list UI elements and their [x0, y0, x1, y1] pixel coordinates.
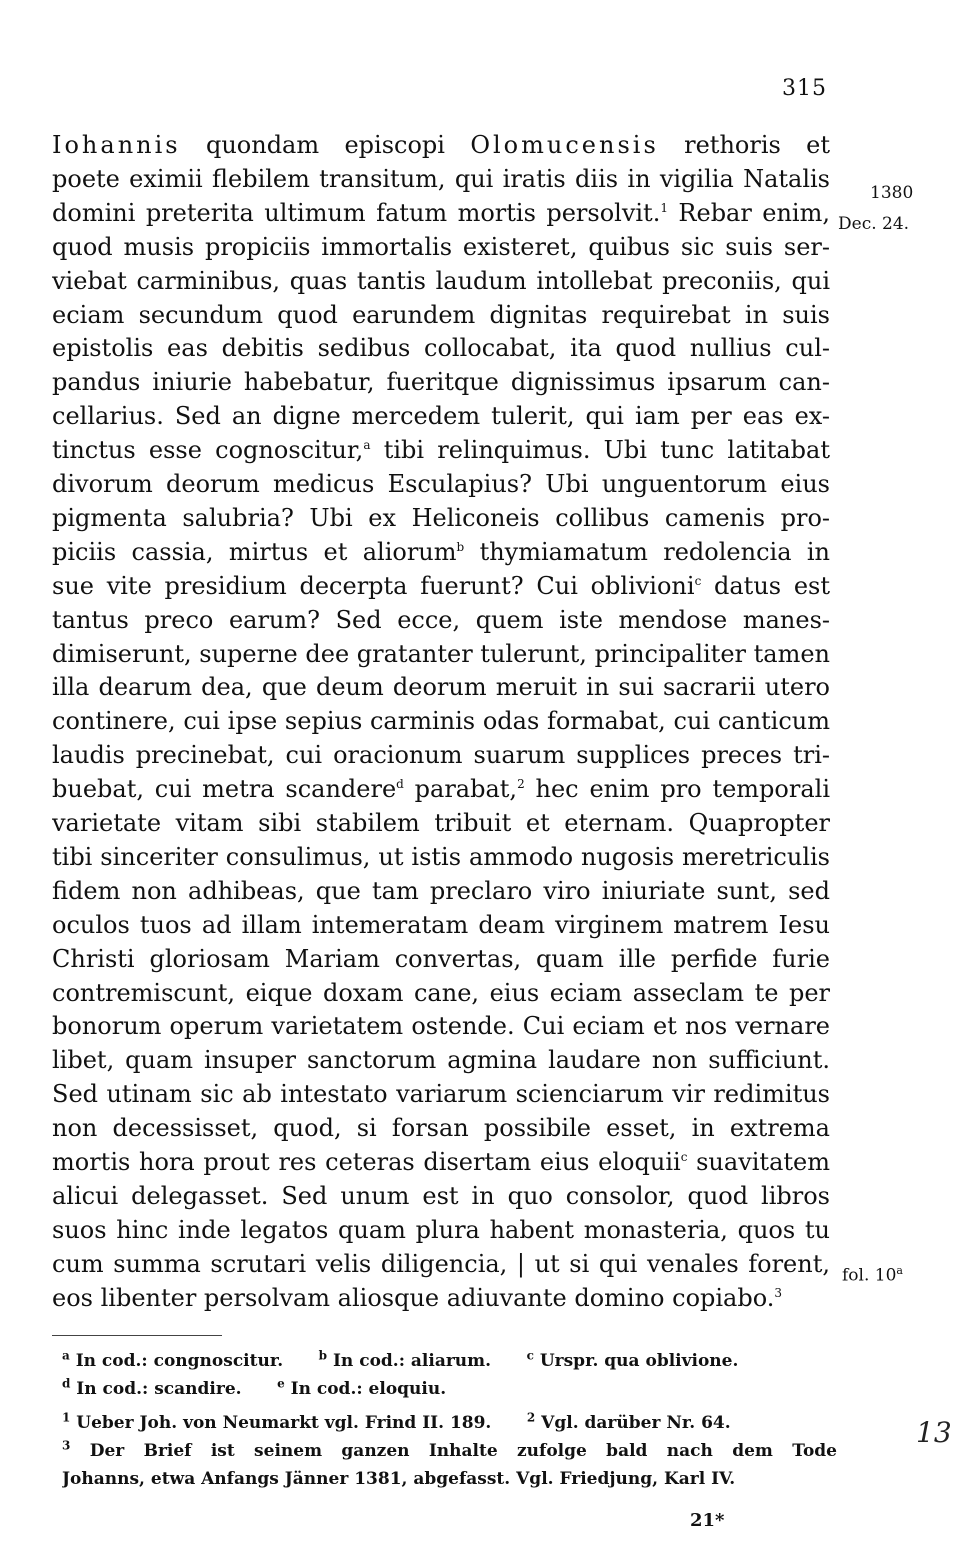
- margin-date: Dec. 24.: [838, 214, 910, 234]
- body-line-segment: eos libenter persolvam aliosque adiuvante domino copiabo.: [52, 1283, 775, 1312]
- body-line-segment: pandus iniurie habebatur, fueritque dignissimus ipsarum can-: [52, 368, 830, 397]
- body-line: [52, 571, 830, 601]
- body-line: [52, 1079, 830, 1109]
- body-line: [52, 401, 830, 431]
- footnote-segment: b: [318, 1350, 328, 1363]
- body-line-segment: d: [396, 777, 404, 792]
- body-line: [52, 672, 830, 702]
- body-line-segment: contremiscunt, eique doxam cane, eius eciam asseclam te per: [52, 978, 830, 1007]
- body-line-segment: domini preterita ultimum fatum mortis persolvit.: [52, 198, 661, 227]
- body-line-segment: poete eximii flebilem transitum, qui iratis diis in vigilia Natalis: [52, 164, 830, 193]
- body-line-segment: continere, cui ipse sepius carminis odas formabat, cui canticum: [52, 707, 830, 736]
- body-line: [52, 367, 830, 397]
- body-line: [52, 1249, 830, 1279]
- body-line-segment: Iohannis: [52, 131, 181, 159]
- footnote-segment: d: [62, 1378, 71, 1391]
- body-line-segment: c: [694, 573, 702, 588]
- footnote-divider: [52, 1335, 222, 1336]
- body-line-segment: Christi gloriosam Mariam convertas, quam ille perfide furie: [52, 944, 830, 973]
- margin-folio-sup: a: [896, 1264, 903, 1277]
- body-line-segment: sue vite presidium decerpta fuerunt? Cui oblivioni: [52, 571, 695, 600]
- body-line-segment: c: [680, 1150, 688, 1164]
- body-line-segment: epistolis eas debitis sedibus collocabat, ita quod nullius cul-: [52, 334, 830, 363]
- footnote-segment: Urspr. qua oblivione.: [533, 1351, 739, 1371]
- body-line: [52, 537, 830, 567]
- body-line-segment: a: [363, 438, 371, 453]
- body-line-segment: libet, quam insuper sanctorum agmina laudare non sufficiunt.: [52, 1046, 830, 1075]
- body-line: [52, 639, 830, 669]
- body-line: [52, 876, 830, 906]
- body-line: [52, 808, 830, 838]
- body-line-segment: laudis precinebat, cui oracionum suarum supplices preces tri-: [52, 741, 830, 770]
- body-line: [52, 232, 830, 262]
- body-line-segment: oculos tuos ad illam intemeratam deam virginem matrem Iesu: [52, 910, 830, 939]
- body-line-segment: hec enim pro temporali: [524, 775, 830, 804]
- footnote-line: [62, 1378, 837, 1401]
- body-line: [52, 605, 830, 635]
- body-line-segment: buebat, cui metra scandere: [52, 775, 397, 804]
- body-line-segment: pigmenta salubria? Ubi ex Heliconeis collibus camenis pro-: [52, 503, 830, 532]
- body-line-segment: bonorum operum varietatem ostende. Cui eciam et nos vernare: [52, 1012, 830, 1041]
- body-line-segment: datus est: [701, 571, 830, 600]
- body-line-segment: fidem non adhibeas, que tam preclaro viro iniuriate sunt, sed: [52, 876, 830, 905]
- body-line-segment: tibi sinceriter consulimus, ut istis ammodo nugosis meretriculis: [52, 842, 830, 871]
- body-line: [52, 1045, 830, 1075]
- footnote-segment: Johanns, etwa Anfangs Jänner 1381, abgefasst. Vgl. Friedjung, Karl IV.: [62, 1469, 736, 1489]
- body-line: [52, 1011, 830, 1041]
- body-line: [52, 266, 830, 296]
- body-line: [52, 333, 830, 363]
- footnote-segment: 2: [526, 1412, 536, 1425]
- body-line: [52, 164, 830, 194]
- body-line-segment: Sed utinam sic ab intestato variarum scienciarum vir redimitus: [52, 1080, 830, 1109]
- body-line-segment: Rebar enim,: [667, 198, 830, 227]
- margin-folio: [842, 1264, 903, 1286]
- body-line-segment: alicui delegasset. Sed unum est in quo consolor, quod libros: [52, 1181, 830, 1210]
- body-line: [52, 1113, 830, 1143]
- body-line-segment: divorum deorum medicus Esculapius? Ubi unguentorum eius: [52, 470, 830, 498]
- signature-mark: 21*: [690, 1510, 725, 1531]
- body-line-segment: illa dearum dea, que deum deorum meruit in sui sacrarii utero: [52, 673, 830, 702]
- body-line-segment: suos hinc inde legatos quam plura habent monasteria, quos tu: [52, 1215, 830, 1244]
- footnote-segment: e: [277, 1378, 285, 1391]
- footnote-segment: In cod.: eloquiu.: [284, 1379, 447, 1399]
- footnote-segment: In cod.: congnoscitur.: [69, 1351, 319, 1371]
- body-line: [52, 774, 830, 804]
- body-line-segment: suavitatem: [687, 1148, 830, 1176]
- body-line-segment: tinctus esse cognoscitur,: [52, 436, 364, 465]
- body-line-segment: non decessisset, quod, si forsan possibile esset, in extrema: [52, 1114, 830, 1143]
- body-line: [52, 1147, 830, 1177]
- footnote-line: [62, 1440, 837, 1463]
- footnote-segment: a: [62, 1350, 70, 1363]
- body-line: [52, 944, 830, 974]
- body-line: [52, 910, 830, 940]
- page-number: 315: [782, 76, 827, 101]
- body-line: [52, 435, 830, 465]
- body-line-segment: piciis cassia, mirtus et aliorum: [52, 537, 457, 566]
- body-line: [52, 130, 830, 160]
- body-line: [52, 978, 830, 1008]
- body-line: [52, 740, 830, 770]
- body-line-segment: 3: [774, 1285, 783, 1300]
- body-line: [52, 503, 830, 533]
- body-line: [52, 198, 830, 228]
- body-line-segment: quondam episcopi: [180, 131, 471, 159]
- footnote-line: [62, 1350, 837, 1373]
- margin-year: 1380: [870, 183, 914, 203]
- footnote-segment: In cod.: aliarum.: [327, 1351, 527, 1371]
- footnote-segment: Vgl. darüber Nr. 64.: [535, 1413, 731, 1433]
- body-line-segment: eciam secundum quod earundem dignitas requirebat in suis: [52, 300, 830, 329]
- margin-folio-label: fol. 10: [842, 1265, 897, 1286]
- body-line-segment: varietate vitam sibi stabilem tribuit et eternam. Quapropter: [52, 809, 830, 837]
- body-line: [52, 1181, 830, 1211]
- body-line-segment: 2: [517, 777, 525, 792]
- body-line: [52, 1283, 830, 1313]
- body-line-segment: viebat carminibus, quas tantis laudum intollebat preconiis, qui: [52, 266, 830, 295]
- body-line-segment: Olomucensis: [470, 131, 659, 159]
- footnote-line: [62, 1468, 837, 1491]
- footnote-segment: Ueber Joh. von Neumarkt vgl. Frind II. 189.: [70, 1413, 527, 1433]
- body-line: [52, 706, 830, 736]
- body-line-segment: 1: [660, 200, 668, 215]
- body-line: [52, 469, 830, 499]
- body-line-segment: rethoris et: [658, 131, 830, 159]
- body-line-segment: tibi relinquimus. Ubi tunc latitabat: [370, 436, 830, 465]
- body-line-segment: dimiserunt, superne dee gratanter tulerunt, principaliter tamen: [52, 639, 830, 668]
- footnote-segment: 3: [62, 1440, 71, 1453]
- footnote-segment: 1: [62, 1412, 71, 1425]
- body-line-segment: cellarius. Sed an digne mercedem tulerit, qui iam per eas ex-: [52, 402, 830, 431]
- body-line-segment: b: [456, 539, 465, 554]
- footnote-line: [62, 1412, 837, 1435]
- body-line: [52, 1215, 830, 1245]
- body-line-segment: mortis hora prout res ceteras disertam eius eloquii: [52, 1148, 681, 1176]
- body-line-segment: parabat,: [403, 775, 518, 804]
- body-line-segment: thymiamatum redolencia in: [464, 537, 830, 566]
- body-line-segment: quod musis propiciis immortalis existeret, quibus sic suis ser-: [52, 232, 830, 261]
- body-line: [52, 842, 830, 872]
- body-line: [52, 300, 830, 330]
- body-line-segment: tantus preco earum? Sed ecce, quem iste mendose manes-: [52, 605, 830, 634]
- footnote-segment: Der Brief ist seinem ganzen Inhalte zufolge bald nach dem Tode: [70, 1441, 837, 1461]
- footnote-segment: c: [526, 1350, 534, 1363]
- body-line-segment: cum summa scrutari velis diligencia, | ut si qui venales forent,: [52, 1249, 830, 1278]
- footnote-segment: In cod.: scandire.: [70, 1379, 278, 1399]
- handwritten-page-mark: 13: [916, 1416, 952, 1449]
